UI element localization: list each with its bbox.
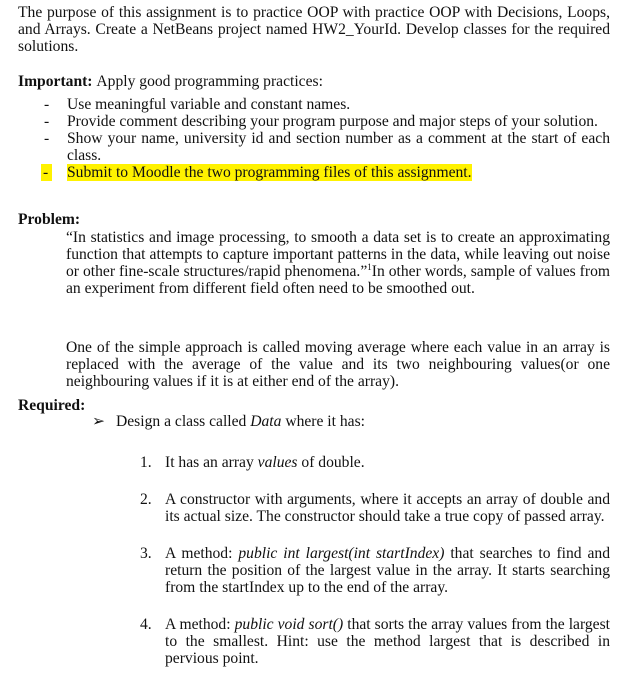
list-item-text: Show your name, university id and section number as a comment at the start of each class. [67, 130, 610, 164]
list-item [44, 130, 610, 164]
item-text-tail: that searches to find and return the position of the largest value in the array. It starts searching from the startIndex up to the end of the array. [165, 545, 611, 596]
list-item-text: Use meaningful variable and constant names. [67, 96, 351, 113]
design-line [92, 413, 365, 430]
problem-quote: “In statistics and image processing, to smooth a data set is to create an approximating function that attempts to capture important patterns in the data, while leaving out noise or other fine-scale structures/rapid phenomena.” [66, 229, 610, 280]
problem-quote-paragraph [66, 229, 610, 297]
list-item [44, 96, 610, 113]
list-item [140, 616, 610, 667]
list-item-highlighted [44, 164, 610, 181]
list-item [140, 545, 610, 596]
problem-heading: Problem: [18, 211, 81, 228]
highlighted-item-text: Submit to Moodle the two programming files of this assignment. [67, 164, 472, 181]
item-text-tail: of double. [297, 454, 365, 471]
item-text: It has an array [165, 454, 258, 471]
bullet-dash: - [41, 164, 52, 181]
list-item [140, 454, 610, 471]
item-emphasis: values [257, 454, 298, 471]
important-label: Important: [18, 73, 93, 90]
moving-average-paragraph: One of the simple approach is called moving average where each value in an array is replaced with the average of the value and its two neighbouring values(or one neighbouring values if it is at either end of the array). [66, 339, 610, 390]
item-text: A constructor with arguments, where it accepts an array of double and its actual size. The constructor should take a true copy of passed array. [165, 491, 610, 525]
intro-paragraph: The purpose of this assignment is to practice OOP with practice OOP with Decisions, Loops, and Arrays. Create a NetBeans project named HW2_YourId. Develop classes for the required solutions. [18, 4, 610, 55]
footnote-mark: 1 [367, 261, 372, 272]
design-prefix: Design a class called [116, 413, 251, 430]
item-text: A method: [165, 616, 235, 633]
item-number: 1. [140, 454, 152, 471]
item-text-tail: that sorts the array values from the largest to the smallest. Hint: use the method largest that is described in pervious point. [165, 616, 610, 667]
important-heading [18, 73, 323, 90]
item-emphasis: public int largest(int startIndex) [238, 545, 445, 562]
list-item-text: Provide comment describing your program purpose and major steps of your solution. [67, 113, 598, 130]
item-number: 4. [140, 616, 152, 633]
class-name: Data [250, 413, 282, 430]
important-text: Apply good programming practices: [96, 73, 323, 90]
bullet-dash: - [44, 130, 50, 147]
bullet-dash: - [44, 96, 50, 113]
item-emphasis: public void sort() [234, 616, 344, 633]
design-suffix: where it has: [281, 413, 365, 430]
item-text: A method: [165, 545, 239, 562]
required-heading: Required: [18, 397, 86, 414]
practices-list [44, 96, 610, 181]
item-number: 2. [140, 491, 152, 508]
requirements-list [140, 454, 610, 667]
item-number: 3. [140, 545, 152, 562]
problem-quote-tail: In other words, sample of values from an experiment from different field often need to be smoothed out. [66, 263, 610, 297]
list-item [44, 113, 610, 130]
list-item [140, 491, 610, 525]
bullet-dash: - [44, 113, 50, 130]
arrow-bullet-icon: ➢ [92, 413, 106, 430]
